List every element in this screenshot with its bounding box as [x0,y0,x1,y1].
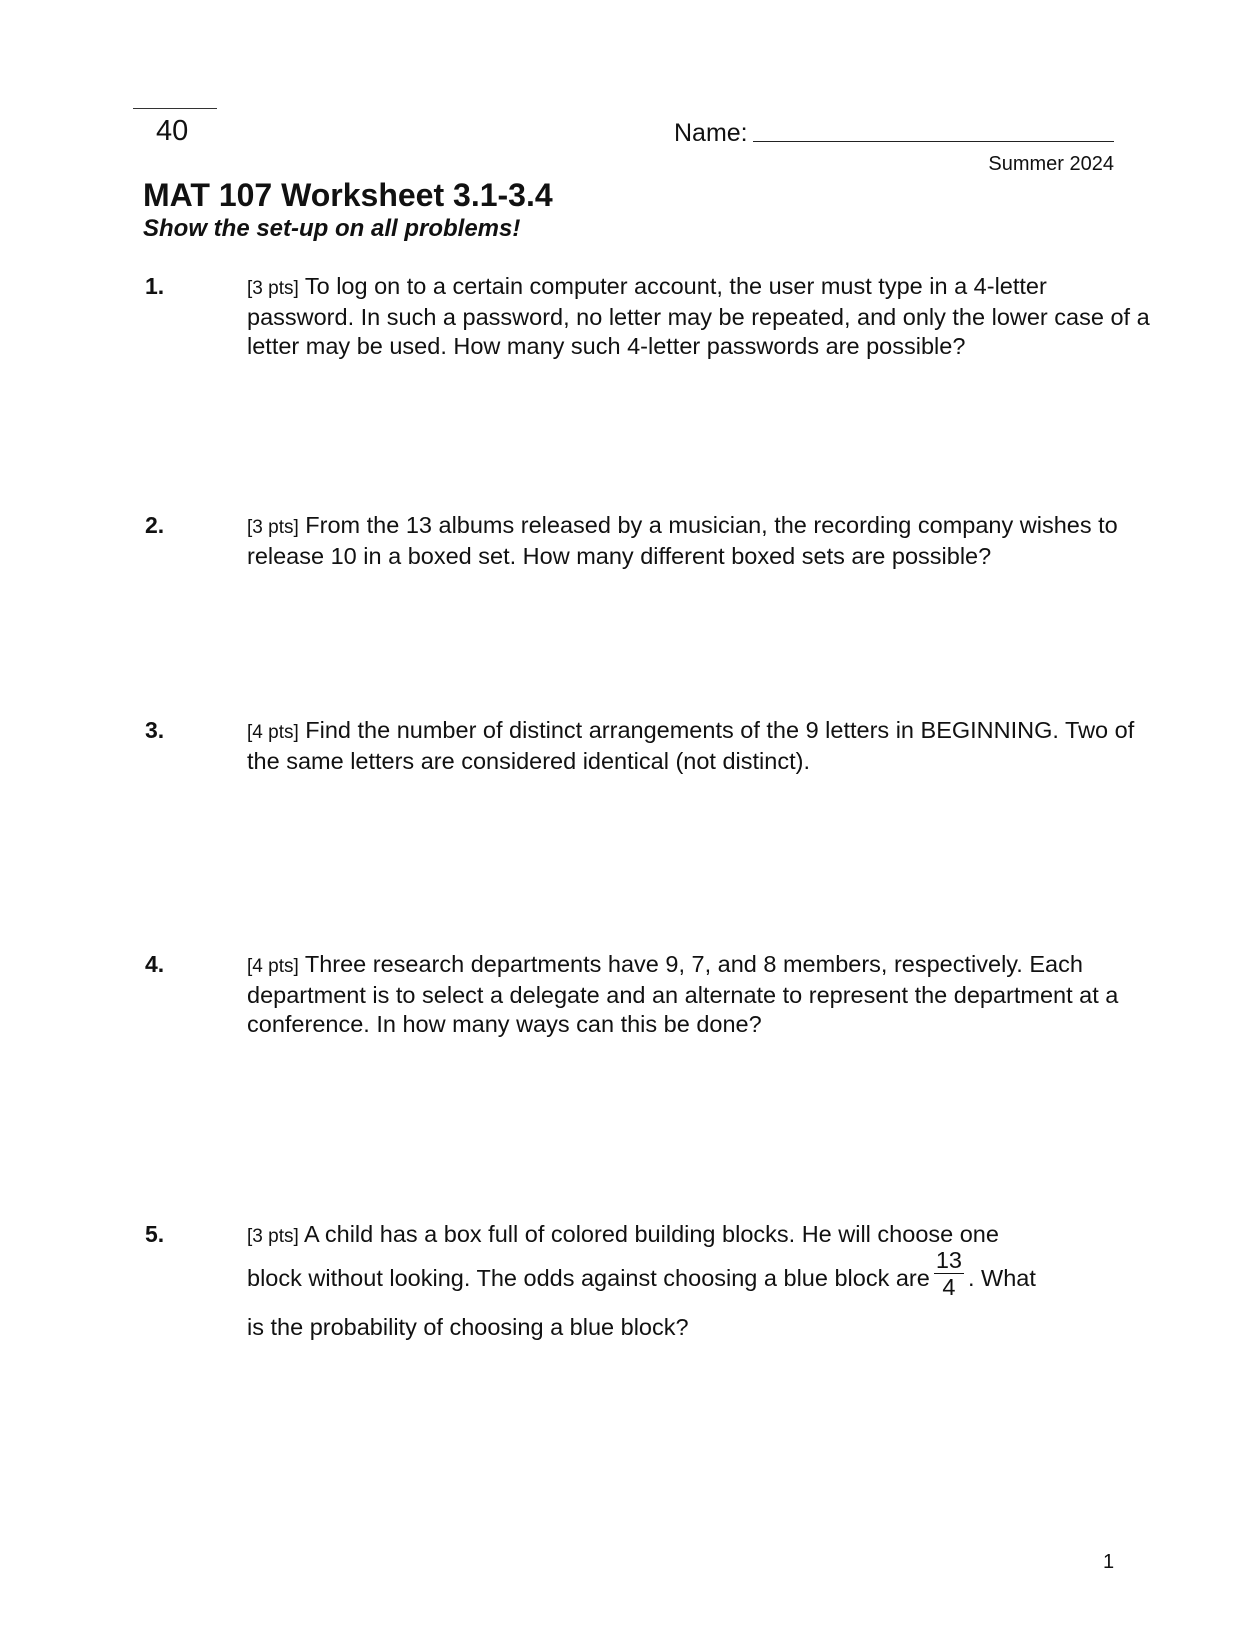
problem-2-text [247,511,1152,571]
worksheet-title: MAT 107 Worksheet 3.1-3.4 [143,177,553,213]
page-number: 1 [1103,1551,1115,1573]
problem-1-text [247,272,1152,361]
name-blank-line [753,141,1114,142]
problem-2-points: [3 pts] [247,517,299,538]
problem-1-question: To log on to a certain computer account, the user must type in a 4-letter password. In such a password, no letter may be repeated, and only the lower case of a letter may be used. How many such 4-letter passwords are possible? [247,273,1150,359]
odds-numerator: 13 [935,1247,962,1274]
problem-1-points: [3 pts] [247,278,299,299]
problem-5-line-1 [247,1220,999,1251]
problem-5-points: [3 pts] [247,1226,299,1247]
problem-5-text [247,1220,1152,1340]
problem-5-number: 5. [145,1221,165,1247]
problem-5-line-3 [247,1313,689,1342]
problem-4-number: 4. [145,951,165,977]
odds-fraction [934,1247,964,1300]
problem-5-line-2-after: . What [967,1265,1036,1291]
worksheet-instructions: Show the set-up on all problems! [143,215,521,242]
name-label: Name: [674,119,748,147]
problem-5-line-3-text: is the probability of choosing a blue block? [247,1314,689,1340]
odds-denominator: 4 [942,1274,956,1301]
term-label: Summer 2024 [988,153,1114,175]
problem-5-line-1-text: A child has a box full of colored building blocks. He will choose one [303,1221,999,1247]
problem-3-number: 3. [145,717,165,743]
problem-4-text [247,950,1152,1039]
score-underline [133,108,217,109]
problem-3-text [247,716,1152,776]
problem-5-line-2-text: block without looking. The odds against choosing a blue block are [247,1265,930,1291]
total-score: 40 [156,115,189,147]
problem-3-points: [4 pts] [247,722,299,743]
problem-2-question: From the 13 albums released by a musician, the recording company wishes to release 10 in a boxed set. How many different boxed sets are possible? [247,512,1118,569]
problem-2-number: 2. [145,512,165,538]
problem-3-question: Find the number of distinct arrangements of the 9 letters in BEGINNING. Two of the same letters are considered identical (not distinct). [247,717,1135,774]
problem-4-question: Three research departments have 9, 7, and 8 members, respectively. Each department is to select a delegate and an alternate to represent the department at a conference. In how many ways can this be done? [247,951,1119,1037]
problem-1-number: 1. [145,273,165,299]
problem-4-points: [4 pts] [247,956,299,977]
problem-5-line-2 [247,1247,1036,1306]
